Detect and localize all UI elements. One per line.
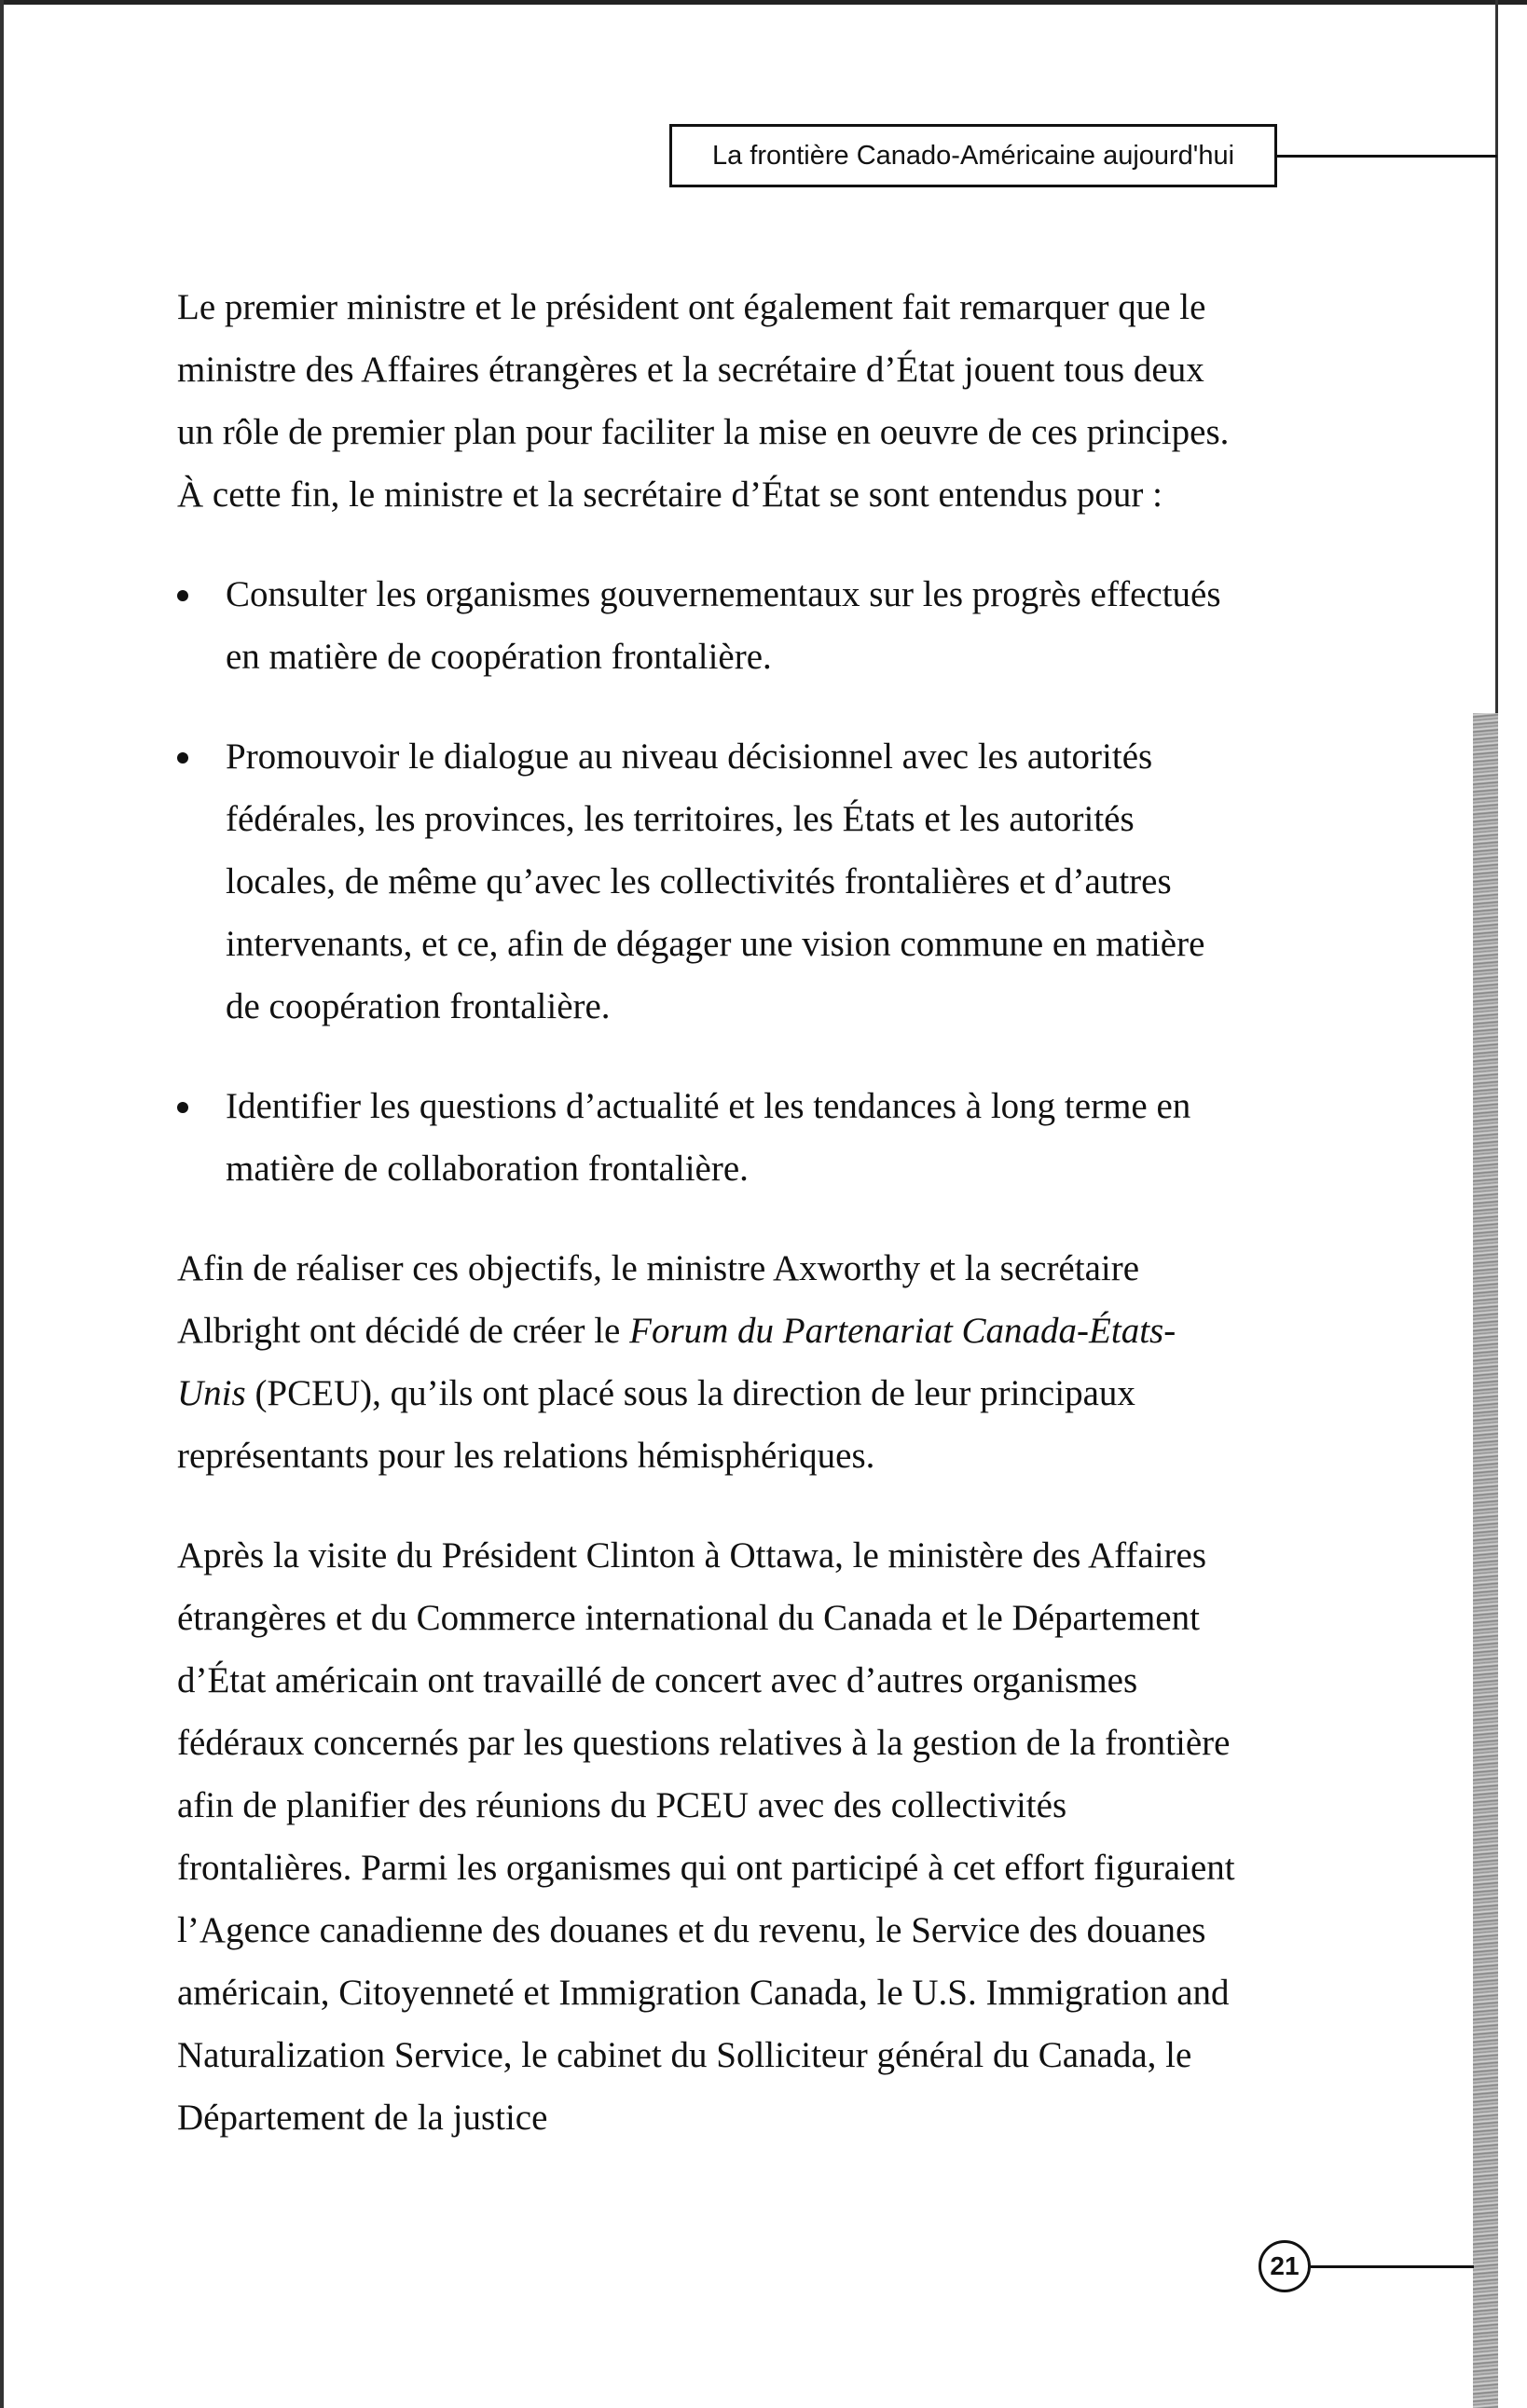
objectives-list — [177, 563, 1240, 1200]
header-rule — [1277, 155, 1497, 158]
page-body — [177, 276, 1240, 2186]
list-item-text: Consulter les organismes gouvernementaux sur les progrès effectués en matière de coopération frontalière. — [226, 574, 1221, 677]
page-number-text: 21 — [1270, 2251, 1300, 2280]
list-item-text: Identifier les questions d’actualité et les tendances à long terme en matière de collaboration frontalière. — [226, 1086, 1191, 1189]
page-number — [1259, 2240, 1311, 2292]
forum-name: Forum du Partenariat Canada-États-Unis — [177, 1311, 1176, 1413]
running-header-title: La frontière Canado-Américaine aujourd'hui — [711, 140, 1235, 171]
forum-paragraph — [177, 1237, 1240, 1487]
final-paragraph: Après la visite du Président Clinton à Ottawa, le ministère des Affaires étrangères et du Commerce international du Canada et le Département d’État américain ont travaillé de concert avec d’autres organismes fédéraux concernés par les questions relatives à la gestion de la frontière afin de planifier des réunions du PCEU avec des collectivités frontalières. Parmi les organismes qui ont participé à cet effort figuraient l’Agence canadienne des douanes et du revenu, le Service des douanes américain, Citoyenneté et Immigration Canada, le U.S. Immigration and Naturalization Service, le cabinet du Solliciteur général du Canada, le Département de la justice — [177, 1535, 1235, 2138]
binding-edge-strip — [1473, 713, 1498, 2408]
running-header — [669, 124, 1277, 187]
list-item — [177, 563, 1240, 688]
page-top-border — [0, 0, 1527, 5]
bullet-icon — [177, 1102, 188, 1113]
footer-rule — [1311, 2265, 1474, 2268]
page-left-border — [0, 0, 4, 2408]
list-item — [177, 725, 1240, 1038]
forum-text-before: Afin de réaliser ces objectifs, le ministre Axworthy et la secrétaire Albright ont décidé de créer le — [177, 1248, 1140, 1351]
bullet-icon — [177, 752, 188, 764]
forum-text-after: (PCEU), qu’ils ont placé sous la direction de leur principaux représentants pour les relations hémisphériques. — [177, 1373, 1135, 1476]
bullet-icon — [177, 590, 188, 601]
list-item — [177, 1075, 1240, 1200]
list-item-text: Promouvoir le dialogue au niveau décisionnel avec les autorités fédérales, les provinces, les territoires, les États et les autorités locales, de même qu’avec les collectivités frontalières et d’autres intervenants, et ce, afin de dégager une vision commune en matière de coopération frontalière. — [226, 736, 1205, 1026]
intro-paragraph: Le premier ministre et le président ont également fait remarquer que le ministre des Affaires étrangères et la secrétaire d’État jouent tous deux un rôle de premier plan pour faciliter la mise en oeuvre de ces principes. À cette fin, le ministre et la secrétaire d’État se sont entendus pour : — [177, 287, 1230, 515]
